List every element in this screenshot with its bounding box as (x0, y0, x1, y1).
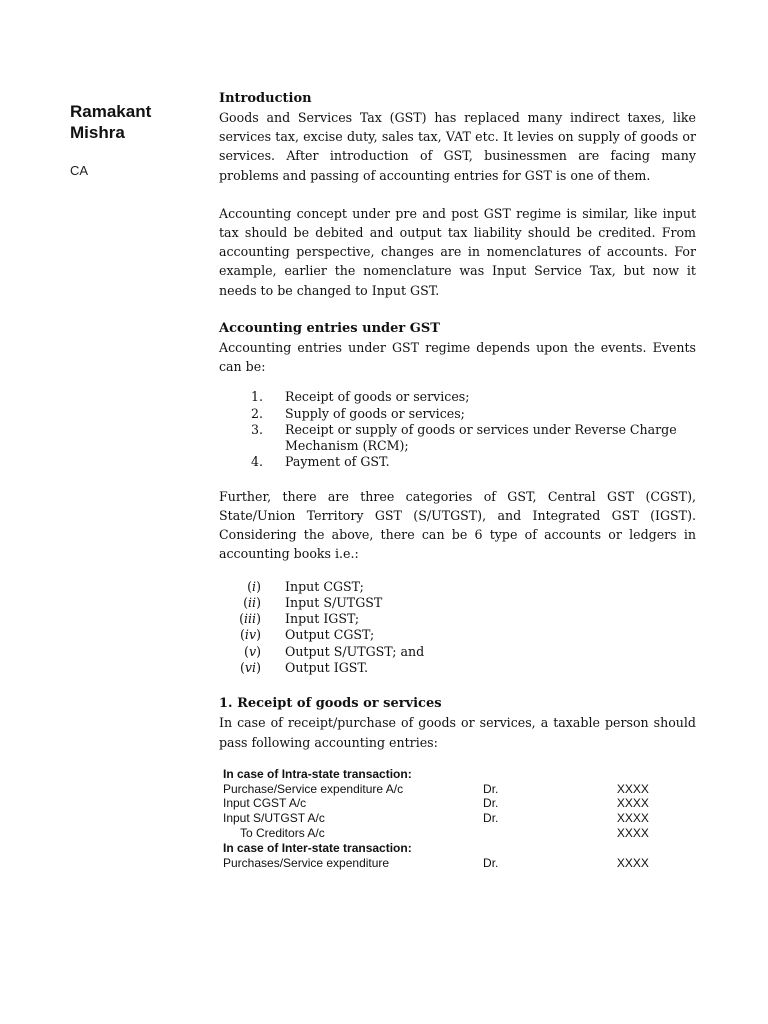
table-section-heading-text: In case of Intra-state transaction: (223, 766, 412, 781)
table-row (223, 826, 696, 841)
entry-drcr: Dr. (483, 796, 499, 811)
table-section-heading (223, 841, 696, 856)
table-row (223, 856, 696, 871)
event-item-number: 3. (251, 421, 264, 437)
table-row (223, 811, 696, 826)
ledger-item-number: (v) (244, 643, 261, 659)
entry-account: Purchases/Service expenditure (223, 855, 390, 870)
event-item-number: 1. (251, 389, 264, 405)
ledger-item-number: (ii) (243, 594, 261, 610)
ledger-item-text: Input S/UTGST (285, 594, 383, 610)
entry-amount: XXXX (616, 811, 649, 826)
entry-amount: XXXX (616, 825, 649, 840)
entry-account: To Creditors A/c (240, 825, 325, 840)
heading-receipt: 1. Receipt of goods or services (219, 696, 442, 712)
ledger-item (219, 579, 696, 595)
event-item-number: 2. (251, 405, 264, 421)
table-row (223, 796, 696, 811)
ledger-item-text: Input IGST; (285, 611, 360, 627)
ledger-item-text: Output IGST. (285, 660, 368, 676)
author-role: CA (70, 163, 89, 178)
table-section-heading-text: In case of Inter-state transaction: (223, 840, 412, 855)
event-item-number: 4. (251, 454, 264, 470)
entry-amount: XXXX (616, 855, 649, 870)
event-item-text: Payment of GST. (285, 454, 390, 470)
document-body (219, 90, 696, 870)
author-name: Ramakant Mishra (70, 102, 152, 142)
ledger-item-number: (iii) (239, 611, 261, 627)
event-item (219, 422, 696, 455)
entry-drcr: Dr. (483, 781, 499, 796)
heading-accounting-entries: Accounting entries under GST (219, 320, 440, 336)
ledger-item-text: Input CGST; (285, 578, 364, 594)
event-item-text: Receipt or supply of goods or services under Reverse Charge Mechanism (RCM); (285, 421, 677, 454)
ledger-item-number: (i) (247, 578, 261, 594)
accounting-paragraph-1: Accounting entries under GST regime depends upon the events. Events can be: (219, 339, 696, 375)
event-item (219, 406, 696, 422)
entry-amount: XXXX (616, 796, 649, 811)
ledger-item-text: Output CGST; (285, 627, 375, 643)
ledger-item (219, 611, 696, 627)
event-item-text: Supply of goods or services; (285, 405, 465, 421)
entry-drcr (483, 826, 617, 841)
event-item (219, 454, 696, 470)
ledger-item (219, 660, 696, 676)
accounting-paragraph-2: Further, there are three categories of GST, Central GST (CGST), State/Union Territory GST (S/UTGST), and Integrated GST (IGST). Considering the above, there can be 6 type of accounts or ledgers in accounting books i.e.: (219, 488, 696, 562)
journal-entries-table (223, 767, 696, 871)
receipt-paragraph-1: In case of receipt/purchase of goods or services, a taxable person should pass following accounting entries: (219, 715, 696, 750)
entry-amount: XXXX (616, 781, 649, 796)
intro-paragraph-1: Goods and Services Tax (GST) has replaced many indirect taxes, like services tax, excise duty, sales tax, VAT etc. It levies on supply of goods or services. After introduction of GST, businessmen are facing many problems and passing of accounting entries for GST is one of them. (219, 110, 696, 183)
ledger-item (219, 644, 696, 660)
author-sidebar (70, 101, 200, 178)
event-item-text: Receipt of goods or services; (285, 389, 470, 405)
events-list (219, 389, 696, 470)
ledger-item (219, 595, 696, 611)
entry-account: Input S/UTGST A/c (223, 811, 325, 826)
heading-introduction: Introduction (219, 91, 312, 106)
ledger-item-number: (iv) (240, 627, 261, 643)
ledger-item-number: (vi) (240, 660, 261, 676)
intro-paragraph-2: Accounting concept under pre and post GST regime is similar, like input tax should be debited and output tax liability should be credited. From accounting perspective, changes are in nomenclatures of accounts. For example, earlier the nomenclature was Input Service Tax, but now it needs to be changed to Input GST. (219, 205, 696, 298)
ledger-item-text: Output S/UTGST; and (285, 643, 425, 659)
table-section-heading (223, 767, 696, 782)
entry-account: Input CGST A/c (223, 796, 307, 811)
entry-drcr: Dr. (483, 811, 499, 826)
ledgers-list (219, 579, 696, 677)
event-item (219, 389, 696, 405)
ledger-item (219, 627, 696, 643)
table-row (223, 782, 696, 797)
entry-drcr: Dr. (483, 855, 499, 870)
entry-account: Purchase/Service expenditure A/c (223, 781, 404, 796)
